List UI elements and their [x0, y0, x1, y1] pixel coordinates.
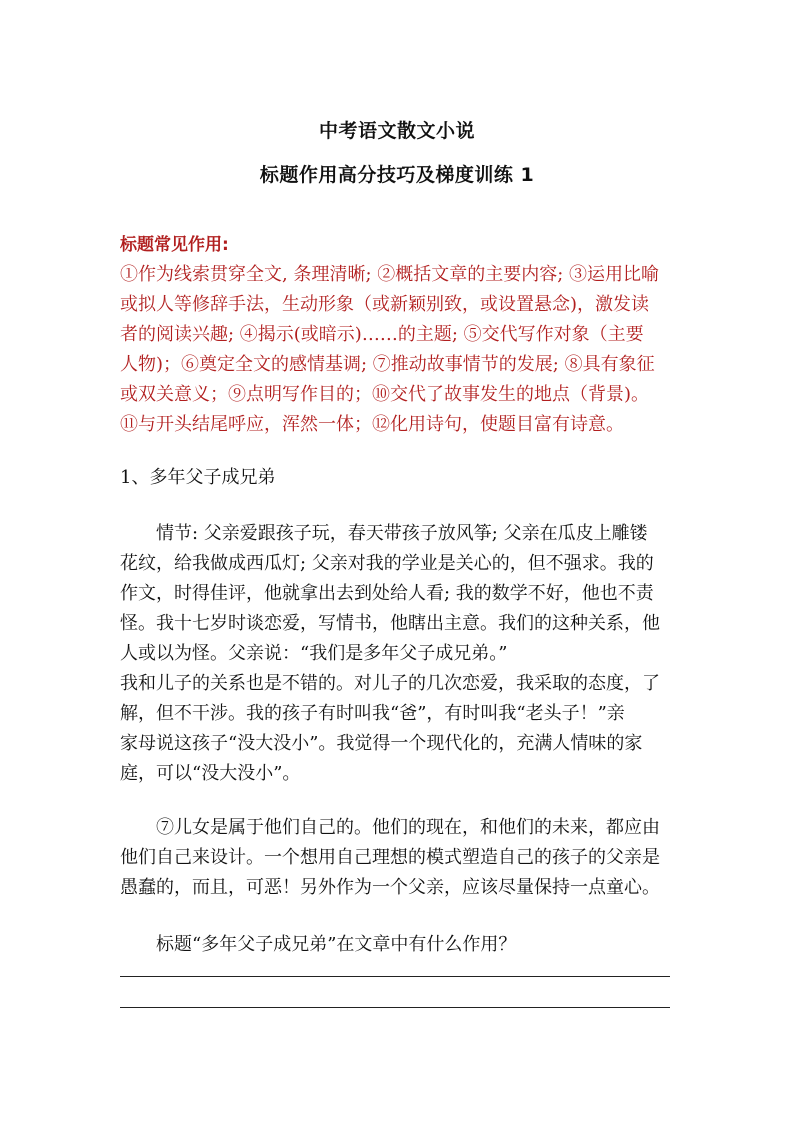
paragraph-line: 他们自己来设计。一个想用自己理想的模式塑造自己的孩子的父亲是: [120, 847, 660, 868]
question-block: [120, 930, 680, 960]
title-functions-section: [120, 230, 680, 440]
paragraph-line: 家母说这孩子“没大没小”。我觉得一个现代化的，充满人情味的家: [120, 733, 643, 754]
functions-line: ①作为线索贯穿全文, 条理清晰; ②概括文章的主要内容; ③运用比喻: [120, 264, 660, 285]
paragraph-1: [120, 519, 680, 669]
functions-line: 或拟人等修辞手法，生动形象（或新颖别致，或设置悬念)，激发读: [120, 294, 650, 315]
document-subtitle: 标题作用高分技巧及梯度训练 1: [259, 164, 535, 186]
document-title: 中考语文散文小说: [318, 120, 475, 142]
question-text: 标题“多年父子成兄弟”在文章中有什么作用？: [156, 934, 517, 955]
paragraph-line: 庭，可以“没大没小”。: [120, 763, 301, 784]
functions-line: ⑪与开头结尾呼应，浑然一体；⑫化用诗句，使题目富有诗意。: [120, 414, 624, 435]
functions-line: 者的阅读兴趣; ④揭示(或暗示)……的主题; ⑤交代写作对象（主要: [120, 324, 644, 345]
functions-line: 或双关意义；⑨点明写作目的；⑩交代了故事发生的地点（背景)。: [120, 384, 650, 405]
paragraph-2: [120, 669, 680, 789]
functions-heading: 标题常见作用:: [120, 235, 229, 255]
paragraph-line: ⑦儿女是属于他们自己的。他们的现在，和他们的未来，都应由: [156, 817, 660, 838]
answer-line: [120, 976, 670, 977]
paragraph-line: 花纹，给我做成西瓜灯; 父亲对我的学业是关心的，但不强求。我的: [120, 553, 654, 574]
paragraph-line: 怪。我十七岁时谈恋爱，写情书，他瞎出主意。我们的这种关系，他: [120, 613, 660, 634]
paragraph-line: 我和儿子的关系也是不错的。对儿子的几次恋爱，我采取的态度，了: [120, 673, 660, 694]
paragraph-line: 人或以为怪。父亲说：“我们是多年父子成兄弟。”: [120, 643, 508, 664]
paragraph-line: 情节: 父亲爱跟孩子玩，春天带孩子放风筝; 父亲在瓜皮上雕镂: [156, 523, 648, 544]
item-heading: 1、多年父子成兄弟: [120, 467, 276, 488]
functions-line: 人物)；⑥奠定全文的感情基调; ⑦推动故事情节的发展; ⑧具有象征: [120, 354, 655, 375]
answer-line: [120, 1007, 670, 1008]
paragraph-line: 作文，时得佳评，他就拿出去到处给人看; 我的数学不好，他也不责: [120, 583, 654, 604]
paragraph-line: 愚蠢的，而且，可恶！另外作为一个父亲，应该尽量保持一点童心。: [120, 877, 660, 898]
item-1-heading-block: [120, 463, 680, 493]
paragraph-3: [120, 813, 680, 903]
paragraph-line: 解，但不干涉。我的孩子有时叫我“爸”，有时叫我“老头子！”亲: [120, 703, 625, 724]
